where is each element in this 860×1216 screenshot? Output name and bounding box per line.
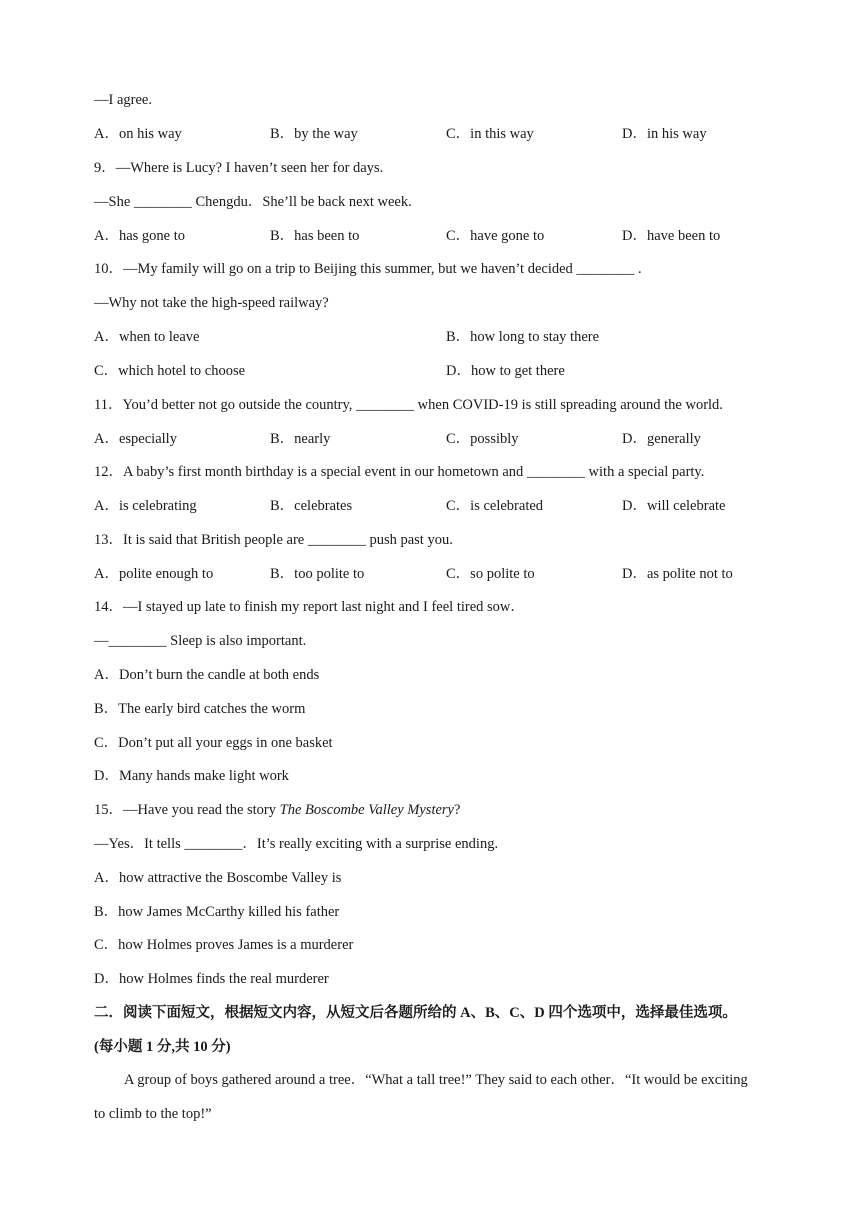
q14-option-d: D．Many hands make light work: [94, 768, 289, 784]
q9-option-c: C．have gone to: [446, 228, 545, 244]
q8-option-b: B．by the way: [270, 126, 358, 142]
q15-option-b: B．how James McCarthy killed his father: [94, 904, 340, 920]
q11-option-d: D．generally: [622, 431, 701, 447]
q14-reply: —________ Sleep is also important.: [94, 633, 307, 649]
q10-option-d: D．how to get there: [446, 363, 565, 379]
q10-reply: —Why not take the high-speed railway?: [94, 295, 329, 311]
q8-reply: —I agree.: [94, 92, 152, 108]
q11-option-a: A．especially: [94, 431, 177, 447]
q9-option-b: B．has been to: [270, 228, 360, 244]
q8-option-d: D．in his way: [622, 126, 707, 142]
passage-line-2: to climb to the top!”: [94, 1106, 212, 1122]
q15-story-title: The Boscombe Valley Mystery: [279, 802, 454, 818]
q13-option-d: D．as polite not to: [622, 566, 733, 582]
q9-reply: —She ________ Chengdu．She’ll be back next week.: [94, 194, 412, 210]
q15-stem-post: ?: [454, 802, 461, 818]
q14-stem: 14．—I stayed up late to finish my report last night and I feel tired sow．: [94, 599, 525, 615]
q15-option-d: D．how Holmes finds the real murderer: [94, 971, 329, 987]
q10-option-a: A．when to leave: [94, 329, 200, 345]
q9-option-d: D．have been to: [622, 228, 721, 244]
q14-option-a: A．Don’t burn the candle at both ends: [94, 667, 320, 683]
q10-stem: 10．—My family will go on a trip to Beijing this summer, but we haven’t decided ________ .: [94, 261, 642, 277]
q14-option-b: B．The early bird catches the worm: [94, 701, 306, 717]
q12-option-c: C．is celebrated: [446, 498, 544, 514]
q12-option-b: B．celebrates: [270, 498, 353, 514]
section2-heading: 二．阅读下面短文，根据短文内容，从短文后各题所给的 A、B、C、D 四个选项中，选择最佳选项。: [94, 1005, 737, 1021]
passage-line-1: A group of boys gathered around a tree．“What a tall tree!” They said to each other．“It would be exciting: [124, 1072, 748, 1088]
q13-stem: 13．It is said that British people are ________ push past you.: [94, 532, 453, 548]
q12-option-d: D．will celebrate: [622, 498, 726, 514]
q11-option-c: C．possibly: [446, 431, 519, 447]
q14-option-c: C．Don’t put all your eggs in one basket: [94, 735, 333, 751]
q10-option-b: B．how long to stay there: [446, 329, 600, 345]
q12-option-a: A．is celebrating: [94, 498, 197, 514]
section2-score: (每小题 1 分,共 10 分): [94, 1039, 231, 1055]
q15-option-a: A．how attractive the Boscombe Valley is: [94, 870, 342, 886]
q13-option-a: A．polite enough to: [94, 566, 214, 582]
q9-option-a: A．has gone to: [94, 228, 186, 244]
q13-option-b: B．too polite to: [270, 566, 365, 582]
q15-stem-pre: 15．—Have you read the story: [94, 802, 280, 818]
q11-option-b: B．nearly: [270, 431, 331, 447]
q15-reply: —Yes．It tells ________．It’s really exciting with a surprise ending.: [94, 836, 499, 852]
q10-option-c: C．which hotel to choose: [94, 363, 246, 379]
q15-option-c: C．how Holmes proves James is a murderer: [94, 937, 354, 953]
q8-option-c: C．in this way: [446, 126, 534, 142]
q12-stem: 12．A baby’s first month birthday is a special event in our hometown and ________ with a special party.: [94, 464, 705, 480]
q9-stem: 9．—Where is Lucy? I haven’t seen her for days.: [94, 160, 384, 176]
q8-option-a: A．on his way: [94, 126, 182, 142]
q11-stem: 11．You’d better not go outside the country, ________ when COVID-19 is still spreading around the world.: [94, 397, 723, 413]
q15-stem: [94, 801, 460, 819]
q13-option-c: C．so polite to: [446, 566, 535, 582]
